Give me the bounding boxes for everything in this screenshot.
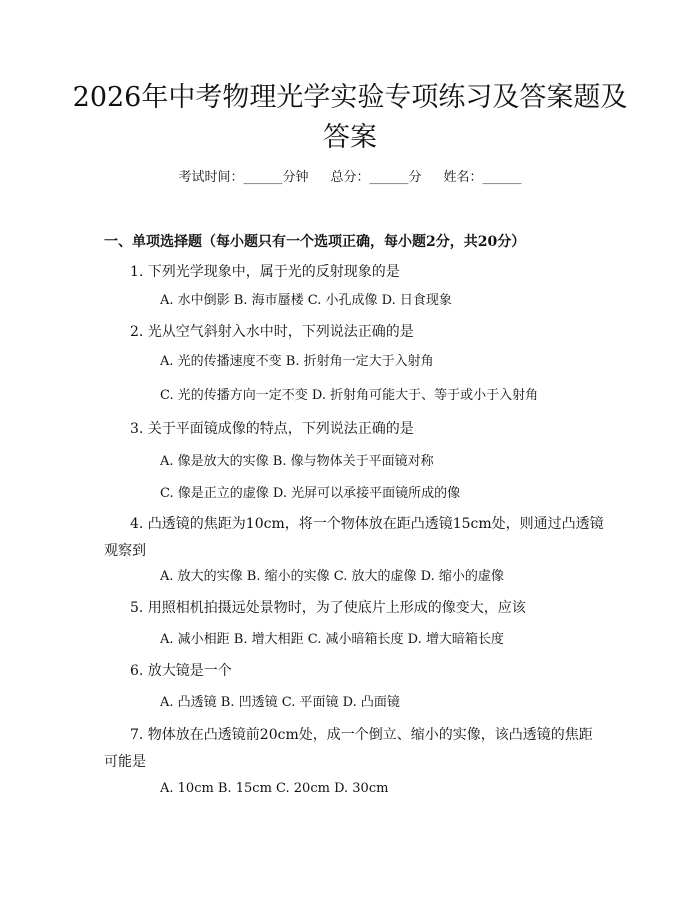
section-heading-single-choice: 一、单项选择题（每小题只有一个选项正确，每小题2分，共20分） [104, 234, 526, 250]
question-3-options-row-2: C. 像是正立的虚像 D. 光屏可以承接平面镜所成的像 [160, 486, 461, 501]
question-1-options: A. 水中倒影 B. 海市蜃楼 C. 小孔成像 D. 日食现象 [160, 293, 452, 308]
question-5-stem: 5. 用照相机拍摄远处景物时，为了使底片上形成的像变大，应该 [130, 600, 526, 616]
exam-time-field: 考试时间：______分钟 [178, 170, 309, 185]
question-5-options: A. 减小相距 B. 增大相距 C. 减小暗箱长度 D. 增大暗箱长度 [160, 632, 504, 647]
question-6-stem: 6. 放大镜是一个 [130, 663, 232, 679]
total-score-field: 总分：______分 [330, 170, 422, 185]
question-7-stem: 7. 物体放在凸透镜前20cm处，成一个倒立、缩小的实像，该凸透镜的焦距可能是 [104, 727, 593, 770]
question-4-stem: 4. 凸透镜的焦距为10cm，将一个物体放在距凸透镜15cm处，则通过凸透镜观察到 [104, 516, 604, 559]
question-7-options: A. 10cm B. 15cm C. 20cm D. 30cm [160, 781, 389, 796]
question-3-options-row-1: A. 像是放大的实像 B. 像与物体关于平面镜对称 [160, 454, 434, 469]
question-2-stem: 2. 光从空气斜射入水中时，下列说法正确的是 [130, 324, 414, 340]
document-title: 2026年中考物理光学实验专项练习及答案题及答案 [72, 82, 628, 153]
question-3-stem: 3. 关于平面镜成像的特点，下列说法正确的是 [130, 421, 414, 437]
question-2-options-row-1: A. 光的传播速度不变 B. 折射角一定大于入射角 [160, 354, 434, 369]
student-name-field: 姓名：______ [443, 170, 522, 185]
question-1-stem: 1. 下列光学现象中，属于光的反射现象的是 [130, 264, 400, 280]
question-6-options: A. 凸透镜 B. 凹透镜 C. 平面镜 D. 凸面镜 [160, 695, 400, 710]
question-2-options-row-2: C. 光的传播方向一定不变 D. 折射角可能大于、等于或小于入射角 [160, 388, 539, 403]
exam-meta-line [0, 168, 700, 188]
question-4-options: A. 放大的实像 B. 缩小的实像 C. 放大的虚像 D. 缩小的虚像 [160, 569, 504, 584]
